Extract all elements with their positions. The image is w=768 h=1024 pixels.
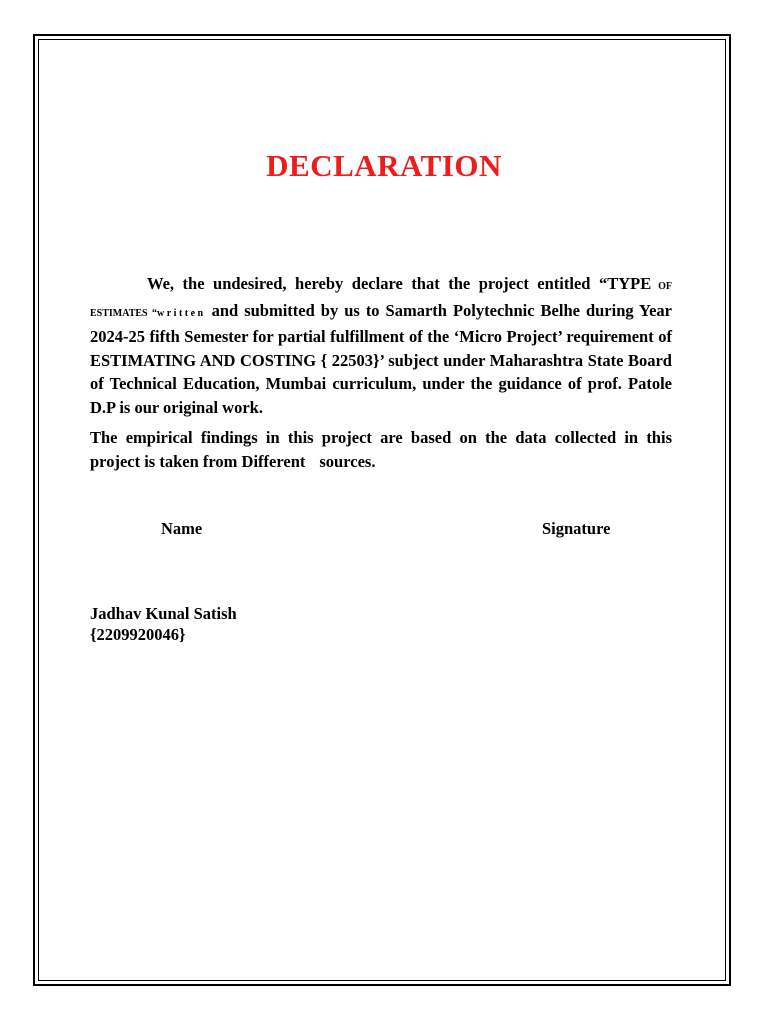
paragraph-text-part5: written [157, 307, 206, 319]
findings-paragraph [90, 426, 672, 473]
student-entry [90, 603, 237, 645]
declaration-paragraph [90, 272, 672, 419]
signature-column-heading: Signature [542, 519, 611, 538]
findings-text-part1: The empirical findings in this project are based on the data collected in this project is taken from Different [90, 428, 672, 471]
declaration-title: DECLARATION [266, 148, 502, 183]
paragraph-text-part3: ESTIMATES [90, 307, 148, 319]
name-column-heading: Name [161, 519, 203, 538]
paragraph-text-part6: and submitted by us to Samarth Polytechnic Belhe during Year 2024-25 fifth Semester for partial fulfillment of the ‘Micro Project’ requirement of ESTIMATING AND COSTING { 22503}’ subject under Maharashtra State Board of Technical Education, Mumbai curriculum, under the guidance of prof. Patole D.P is our original work. [90, 300, 672, 417]
paragraph-text-part4: “ [147, 307, 157, 319]
student-name: Jadhav Kunal Satish [90, 604, 237, 623]
paragraph-text-part2: OF [651, 281, 672, 292]
student-id: {2209920046} [90, 625, 186, 644]
paragraph-text-part1: We, the undesired, hereby declare that the project entitled “TYPE [147, 274, 652, 293]
findings-text-part2: sources. [319, 451, 376, 471]
